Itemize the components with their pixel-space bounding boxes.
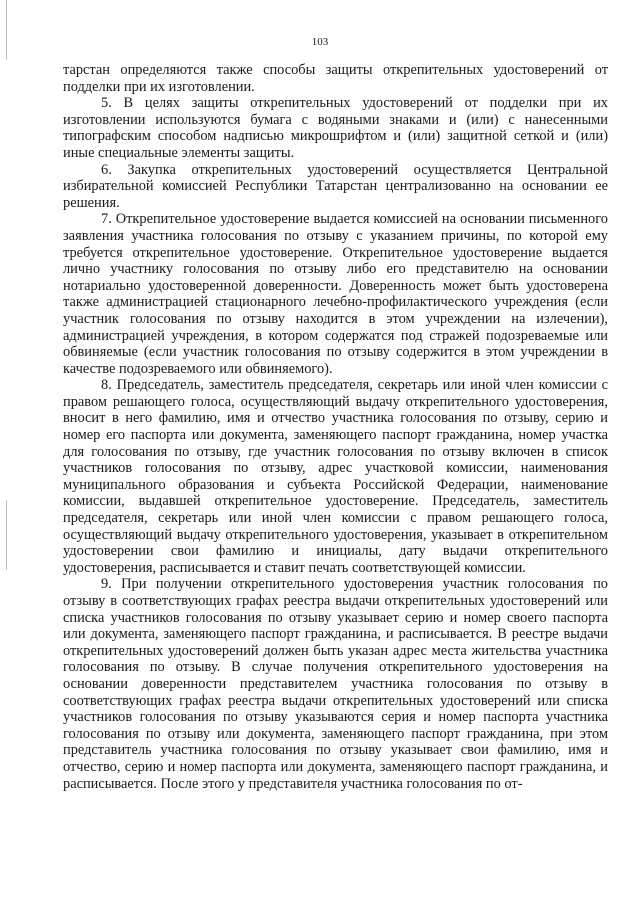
paragraph-7: 7. Открепительное удостоверение выдается комиссией на основании письменного заявления участника голосования по отзыву с указанием причины, по которой ему требуется открепительное удостоверение. Открепительное удостоверение выдается лично участнику голосования по отзыву либо его представителю на основании нотариально удостоверенной доверенности. Доверенность может быть удостоверена также администрацией стационарного лечебно-профилактического учреждения (если участник голосования по отзыву находится в этом учреждении на излечении), администрацией учреждения, в котором содержатся под стражей подозреваемые или обвиняемые (если участник голосования по отзыву содержится в этом учреждении в качестве подозреваемого или обвиняемого). — [63, 211, 608, 377]
document-body — [63, 62, 608, 792]
paragraph-continued: тарстан определяются также способы защиты открепительных удостоверений от подделки при их изготовлении. — [63, 62, 608, 95]
paragraph-6: 6. Закупка открепительных удостоверений осуществляется Центральной избирательной комиссией Республики Татарстан централизованно на основании ее решения. — [63, 161, 608, 211]
paragraph-5: 5. В целях защиты открепительных удостоверений от подделки при их изготовлении используются бумага с водяными знаками и (или) с нанесенными типографским способом надписью микрошрифтом и (или) защитной сеткой и (или) иные специальные элементы защиты. — [63, 95, 608, 161]
page-number: 103 — [311, 36, 329, 48]
paragraph-8: 8. Председатель, заместитель председателя, секретарь или иной член комиссии с правом решающего голоса, осуществляющий выдачу открепительного удостоверения, вносит в него фамилию, имя и отчество участника голосования по отзыву, серию и номер его паспорта или документа, заменяющего паспорт гражданина, номер участка для голосования по отзыву, где участник голосования по отзыву включен в список участников голосования по отзыву, адрес участковой комиссии, наименования муниципального образования и субъекта Российской Федерации, наименование комиссии, выдавшей открепительное удостоверение. Председатель, заместитель председателя, секретарь или иной член комиссии с правом решающего голоса, осуществляющий выдачу открепительного удостоверения, указывает в открепительном удостоверении свои фамилию и инициалы, дату выдачи открепительного удостоверения, расписывается и ставит печать соответствующей комиссии. — [63, 377, 608, 576]
paragraph-9: 9. При получении открепительного удостоверения участник голосования по отзыву в соответствующих графах реестра выдачи открепительных удостоверений или списка участников голосования по отзыву указывает серию и номер своего паспорта или документа, заменяющего паспорт гражданина, и расписывается. В реестре выдачи открепительных удостоверений должен быть указан адрес места жительства участника голосования по отзыву. В случае получения открепительного удостоверения на основании доверенности представителем участника голосования по отзыву в соответствующих графах реестра выдачи открепительных удостоверений или списка участников голосования по отзыву указываются серия и номер паспорта участника голосования по отзыву или документа, заменяющего паспорт гражданина, при этом представитель участника голосования по отзыву указывает свои фамилию, имя и отчество, серию и номер паспорта или документа, заменяющего паспорт гражданина, и расписывается. После этого у представителя участника голосования по от- — [63, 576, 608, 792]
scan-edge-mark — [6, 500, 7, 570]
scan-edge-mark — [6, 0, 7, 60]
